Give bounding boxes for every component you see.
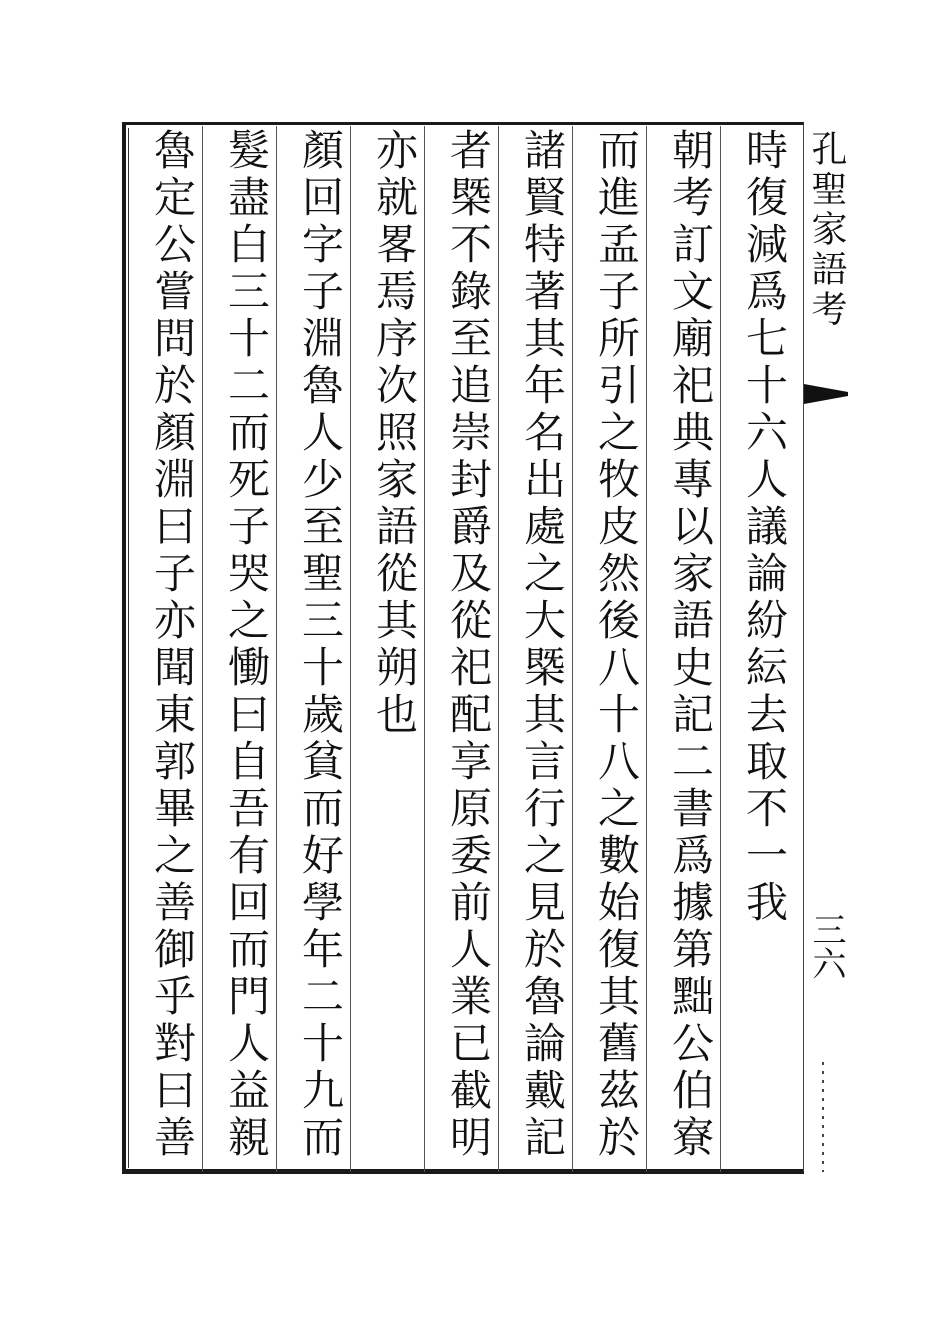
page-number: 三六 (806, 912, 846, 980)
text-column-2: 朝考訂文廟祀典專以家語史記二書爲據第黜公伯寮 (666, 128, 715, 1162)
text-column-8: 髮盡白三十二而死子哭之慟曰自吾有回而門人益親 (222, 128, 271, 1162)
frame-inner-rule (128, 128, 129, 1168)
text-column-6: 亦就畧焉序次照家語從其朔也 (370, 128, 419, 739)
text-column-3: 而進孟子所引之牧皮然後八十八之數始復其舊茲於 (592, 128, 641, 1162)
text-column-1: 時復減爲七十六人議論紛紜去取不一我 (740, 128, 789, 927)
text-column-9: 魯定公嘗問於顏淵曰子亦聞東郭畢之善御乎對曰善 (148, 128, 197, 1162)
page-banner (804, 122, 848, 1174)
text-column-7: 顏回字子淵魯人少至聖三十歲貧而好學年二十九而 (296, 128, 345, 1162)
text-column-4: 諸賢特著其年名出處之大槩其言行之見於魯論戴記 (518, 128, 567, 1162)
banner-title: 孔聖家語考 (806, 130, 847, 330)
text-column-5: 者槩不錄至追崇封爵及從祀配享原委前人業已截明 (444, 128, 493, 1162)
fish-tail-mark (804, 384, 848, 404)
banner-dotted-rule (822, 1062, 824, 1172)
